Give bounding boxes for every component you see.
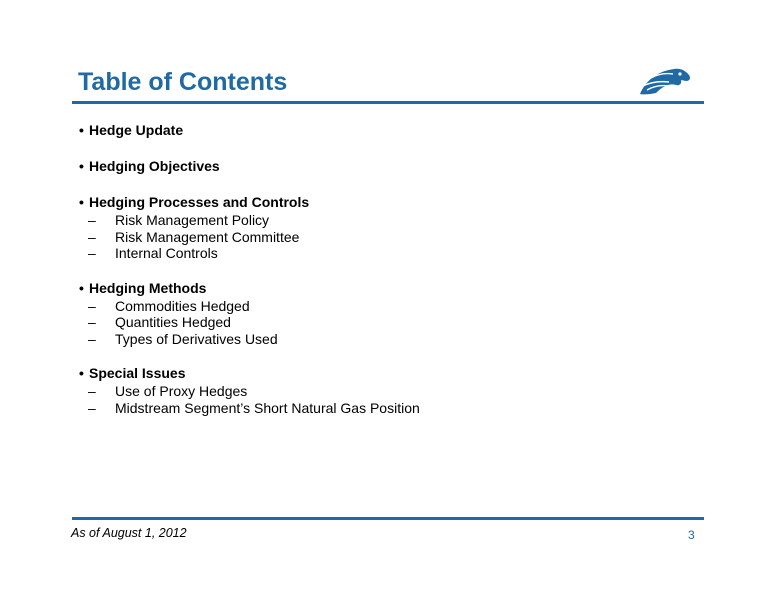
toc-subitem-list [79, 212, 699, 262]
toc-subitem-text: Quantities Hedged [115, 314, 231, 330]
toc-heading-text: Hedging Objectives [89, 158, 220, 174]
toc-section-heading [79, 120, 699, 140]
toc-subitem [79, 245, 699, 262]
dash-marker: – [88, 212, 96, 228]
bullet-marker: • [79, 122, 84, 138]
toc-subitem-text: Risk Management Policy [115, 212, 270, 228]
toc-subitem-text: Risk Management Committee [115, 228, 300, 245]
dash-marker: – [88, 245, 96, 261]
toc-subitem-text: Types of Derivatives Used [115, 330, 278, 347]
toc-subitem [79, 314, 699, 331]
toc-section-heading [79, 278, 699, 298]
toc-section [79, 156, 699, 176]
toc-subitem-list [79, 383, 699, 416]
bullet-marker: • [79, 279, 84, 296]
bullet-marker: • [79, 194, 84, 210]
toc-subitem-text: Internal Controls [115, 245, 218, 261]
toc-subitem [79, 298, 699, 315]
toc-list [79, 120, 699, 432]
toc-subitem [79, 331, 699, 348]
toc-section [79, 363, 699, 416]
page-number: 3 [688, 528, 695, 542]
toc-subitem-text: Midstream Segment’s Short Natural Gas Position [115, 399, 420, 416]
dash-marker: – [88, 228, 96, 245]
eagle-head-icon [636, 64, 692, 98]
toc-section [79, 120, 699, 140]
dash-marker: – [88, 297, 96, 314]
bullet-marker: • [79, 158, 84, 174]
dash-marker: – [88, 399, 96, 416]
toc-subitem [79, 212, 699, 229]
toc-section-heading [79, 363, 699, 383]
dash-marker: – [88, 330, 96, 347]
toc-heading-text: Special Issues [89, 365, 186, 381]
toc-heading-text: Hedging Methods [89, 279, 207, 296]
toc-heading-text: Hedge Update [89, 122, 184, 138]
toc-subitem [79, 400, 699, 417]
toc-section [79, 278, 699, 348]
toc-subitem-list [79, 298, 699, 348]
dash-marker: – [88, 383, 96, 399]
dash-marker: – [88, 314, 96, 330]
toc-subitem [79, 229, 699, 246]
bullet-marker: • [79, 365, 84, 381]
footer-divider [72, 517, 704, 520]
toc-subitem [79, 383, 699, 400]
toc-heading-text: Hedging Processes and Controls [89, 194, 310, 210]
footer-date: As of August 1, 2012 [71, 526, 187, 540]
title-divider [72, 101, 704, 104]
toc-section [79, 192, 699, 262]
toc-section-heading [79, 156, 699, 176]
toc-subitem-text: Commodities Hedged [115, 297, 250, 314]
slide-title: Table of Contents [78, 68, 288, 96]
toc-subitem-text: Use of Proxy Hedges [115, 383, 248, 399]
toc-section-heading [79, 192, 699, 212]
